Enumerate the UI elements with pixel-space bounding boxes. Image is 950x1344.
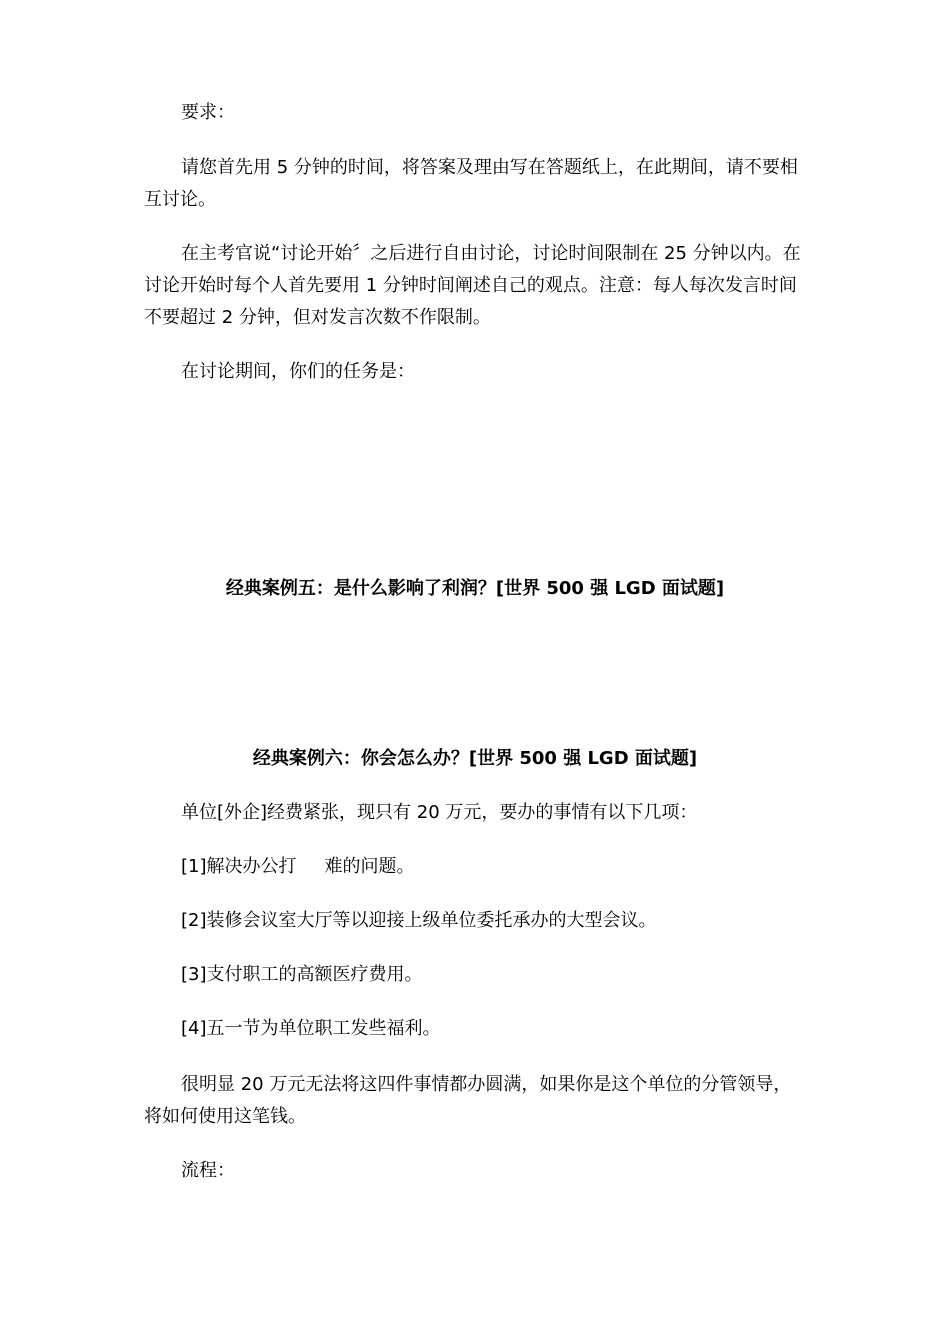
case6-title: 经典案例六：你会怎么办？[世界 500 强 LGD 面试题] <box>252 748 698 769</box>
case6-item-1-part-b: 难的问题。 <box>324 856 415 877</box>
case6-item-2: [2]装修会议室大厅等以迎接上级单位委托承办的大型会议。 <box>181 910 657 931</box>
case6-item-1 <box>181 851 841 883</box>
case6-item-3: [3]支付职工的高额医疗费用。 <box>181 964 423 985</box>
requirements-label: 要求： <box>181 102 235 123</box>
process-label: 流程： <box>181 1160 235 1181</box>
requirement-paragraph-2: 在主考官说“讨论开始〞之后进行自由讨论，讨论时间限制在 25 分钟以内。在讨论开始时每个人首先要用 1 分钟时间阐述自己的观点。注意：每人每次发言时间不要超过 2 分钟，但对发言次数不作限制。 <box>144 243 801 328</box>
task-label: 在讨论期间，你们的任务是： <box>181 361 415 382</box>
requirement-paragraph-1: 请您首先用 5 分钟的时间，将答案及理由写在答题纸上，在此期间，请不要相互讨论。 <box>144 157 798 210</box>
case5-title: 经典案例五：是什么影响了利润？[世界 500 强 LGD 面试题] <box>225 578 725 599</box>
case6-intro: 单位[外企]经费紧张，现只有 20 万元，要办的事情有以下几项： <box>181 802 698 823</box>
case6-item-4: [4]五一节为单位职工发些福利。 <box>181 1018 441 1039</box>
case6-item-1-part-a: [1]解决办公打 <box>181 856 297 877</box>
case6-question: 很明显 20 万元无法将这四件事情都办圆满，如果你是这个单位的分管领导，将如何使用这笔钱。 <box>144 1074 792 1127</box>
